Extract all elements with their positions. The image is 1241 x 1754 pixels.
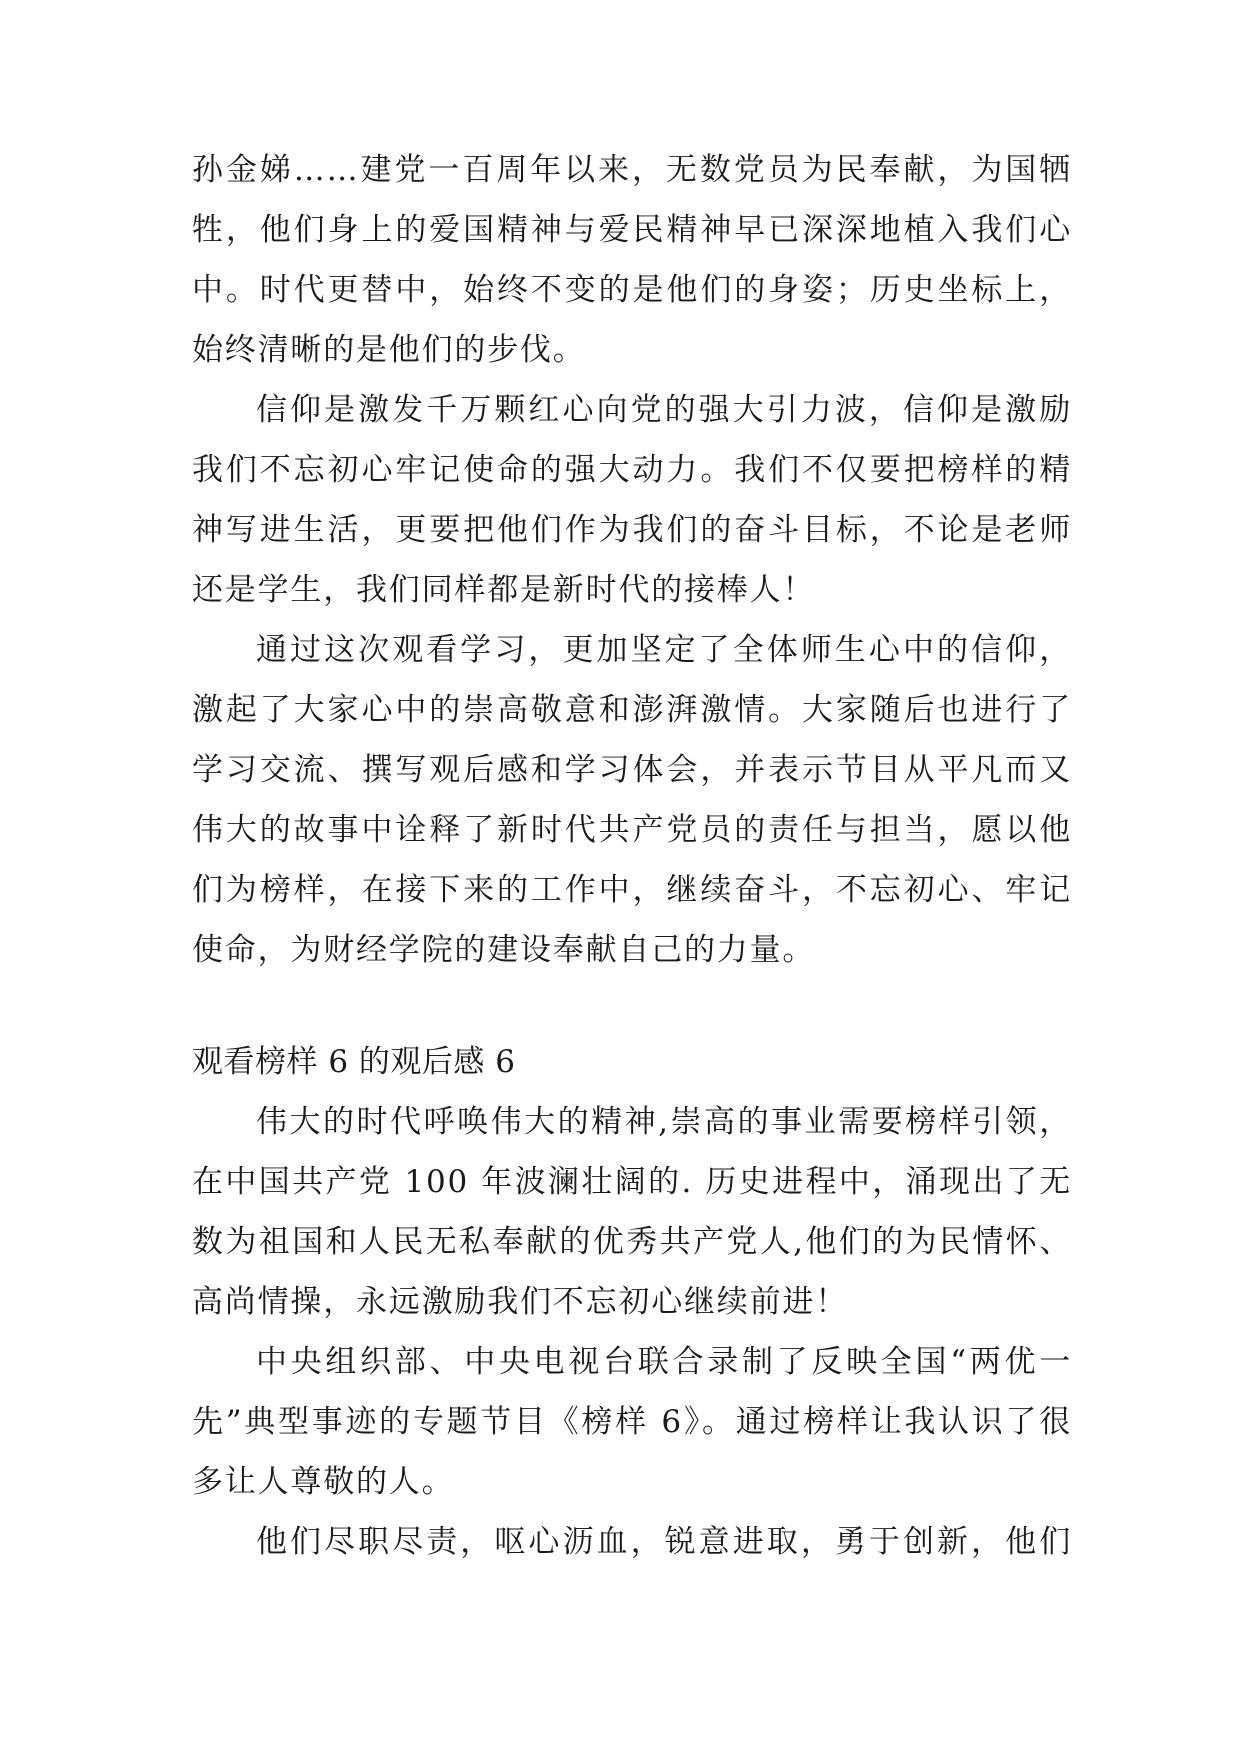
text-line: 使命，为财经学院的建设奉献自己的力量。 — [192, 932, 816, 968]
text-line: 我们不忘初心牢记使命的强大动力。我们不仅要把榜样的精 — [192, 452, 1072, 488]
text-line: 伟大的故事中诠释了新时代共产党员的责任与担当，愿以他 — [192, 812, 1072, 848]
text-line: 多让人尊敬的人。 — [192, 1464, 455, 1500]
text-line: 还是学生，我们同样都是新时代的接棒人！ — [192, 572, 816, 608]
text-line: 始终清晰的是他们的步伐。 — [192, 332, 586, 368]
section-heading: 观看榜样 6 的观后感 6 — [192, 1044, 516, 1080]
text-line: 们为榜样，在接下来的工作中，继续奋斗，不忘初心、牢记 — [192, 872, 1072, 908]
paragraph-first-line: 信仰是激发千万颗红心向党的强大引力波，信仰是激励 — [256, 392, 1072, 428]
paragraph-first-line: 他们尽职尽责，呕心沥血，锐意进取，勇于创新，他们 — [256, 1524, 1072, 1560]
text-line: 神写进生活，更要把他们作为我们的奋斗目标，不论是老师 — [192, 512, 1072, 548]
text-line: 孙金娣……建党一百周年以来，无数党员为民奉献，为国牺 — [192, 152, 1072, 188]
text-line: 数为祖国和人民无私奉献的优秀共产党人,他们的为民情怀、 — [192, 1224, 1072, 1260]
text-line: 中。时代更替中，始终不变的是他们的身姿；历史坐标上， — [192, 272, 1072, 308]
text-line: 学习交流、撰写观后感和学习体会，并表示节目从平凡而又 — [192, 752, 1072, 788]
paragraph-first-line: 伟大的时代呼唤伟大的精神,崇高的事业需要榜样引领， — [256, 1104, 1072, 1140]
text-line: 高尚情操，永远激励我们不忘初心继续前进！ — [192, 1284, 848, 1320]
text-line: 先”典型事迹的专题节目《榜样 6》。通过榜样让我认识了很 — [192, 1404, 1072, 1440]
paragraph-first-line: 中央组织部、中央电视台联合录制了反映全国“两优一 — [256, 1344, 1072, 1380]
text-line: 牲，他们身上的爱国精神与爱民精神早已深深地植入我们心 — [192, 212, 1072, 248]
paragraph-first-line: 通过这次观看学习，更加坚定了全体师生心中的信仰， — [256, 632, 1072, 668]
text-line: 激起了大家心中的崇高敬意和澎湃激情。大家随后也进行了 — [192, 692, 1072, 728]
text-line: 在中国共产党 100 年波澜壮阔的. 历史进程中，涌现出了无 — [192, 1164, 1072, 1200]
